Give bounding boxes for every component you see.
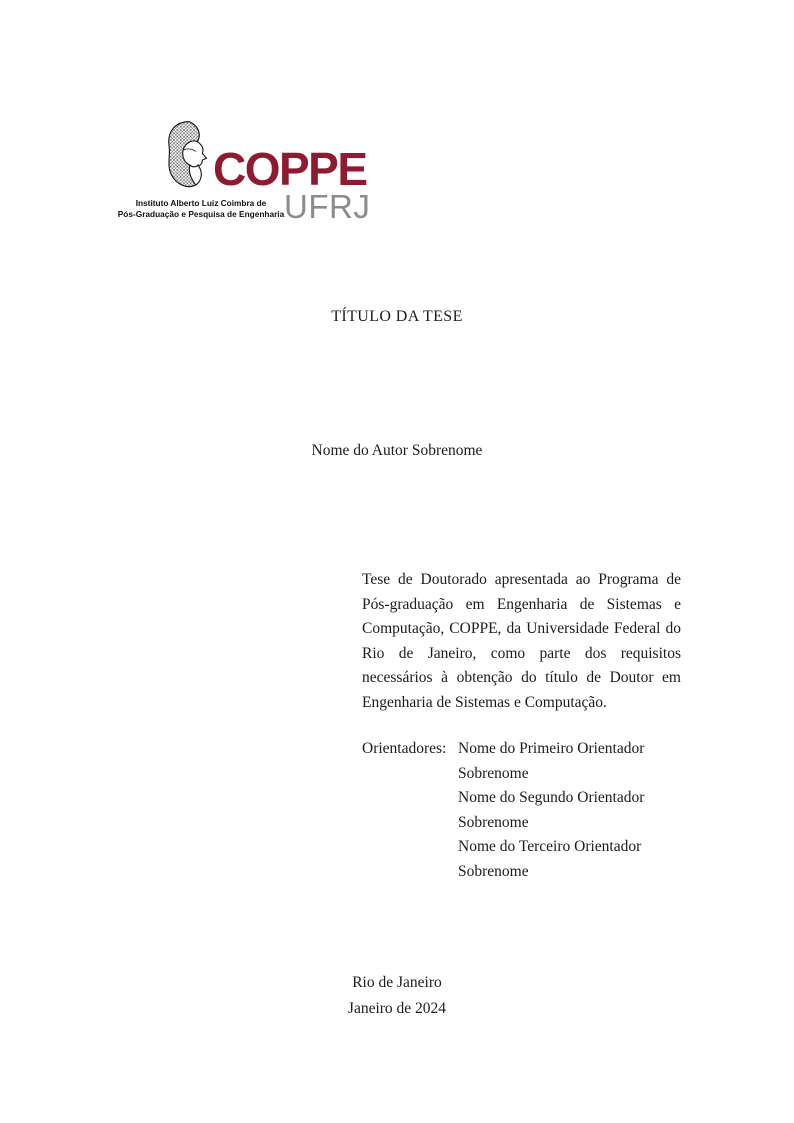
city: Rio de Janeiro bbox=[352, 974, 442, 991]
advisor-name: Nome do Primeiro Orientador Sobrenome bbox=[458, 740, 645, 782]
thesis-description: Tese de Doutorado apresentada ao Programa de Pós-graduação em Engenharia de Sistemas e Computação, COPPE, da Universidade Federal do Rio de Janeiro, como parte dos requisitos necessários à obtenção do título de Doutor em Engenharia de Sistemas e Computação. bbox=[362, 571, 681, 711]
coppe-ufrj-logo bbox=[116, 118, 376, 228]
minerva-emblem-icon bbox=[164, 118, 214, 197]
advisor-name: Nome do Terceiro Orientador Sobrenome bbox=[458, 838, 642, 880]
ufrj-wordmark: UFRJ bbox=[284, 188, 371, 225]
institute-name-line2: Pós-Graduação e Pesquisa de Engenharia bbox=[117, 208, 285, 219]
date: Janeiro de 2024 bbox=[347, 1000, 447, 1017]
footer-block bbox=[0, 970, 794, 1022]
advisor-name: Nome do Segundo Orientador Sobrenome bbox=[458, 789, 645, 831]
advisors-block bbox=[362, 737, 684, 884]
institute-name bbox=[116, 198, 286, 220]
institute-name-line1: Instituto Alberto Luiz Coimbra de bbox=[135, 198, 267, 208]
coppe-wordmark: COPPE bbox=[213, 143, 367, 195]
advisors-label: Orientadores: bbox=[362, 740, 447, 757]
advisor-list bbox=[458, 737, 676, 884]
author-name: Nome do Autor Sobrenome bbox=[311, 442, 483, 459]
thesis-title: TÍTULO DA TESE bbox=[331, 308, 463, 325]
